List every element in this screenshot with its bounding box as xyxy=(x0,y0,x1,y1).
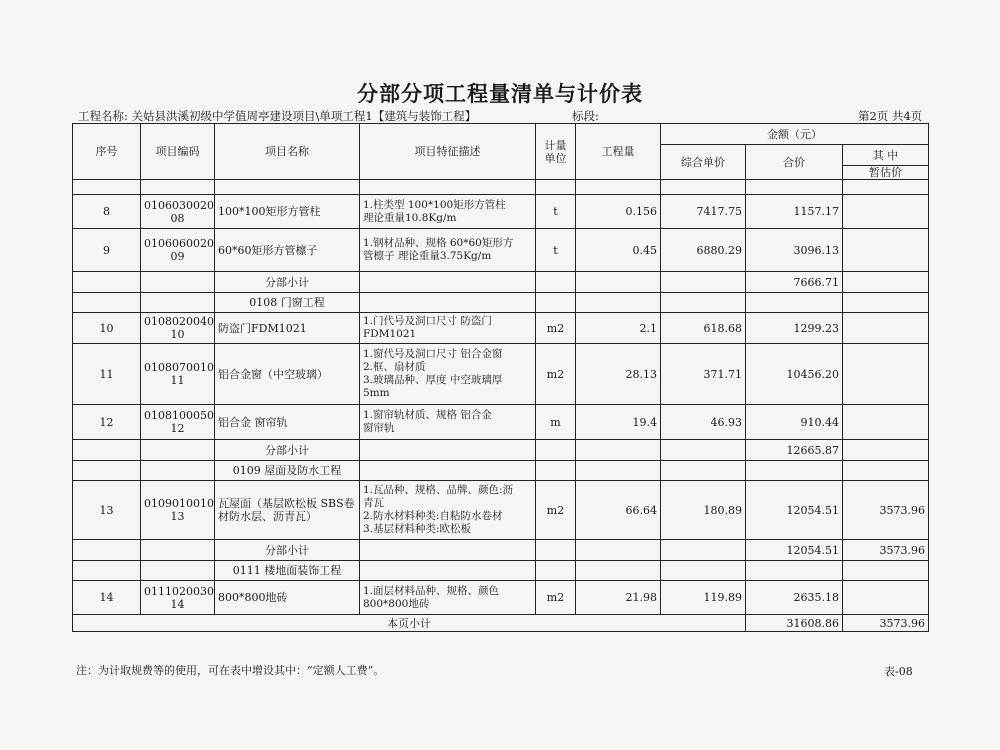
cell-code: 0111020030 14 xyxy=(141,581,215,615)
section-row xyxy=(73,461,929,481)
cell-code: 0109010010 13 xyxy=(141,481,215,540)
cell-provisional xyxy=(843,405,929,440)
cell-qty: 66.64 xyxy=(576,481,661,540)
cell-qty: 21.98 xyxy=(576,581,661,615)
cell-total: 1157.17 xyxy=(746,195,843,229)
section-label: 标段: xyxy=(572,109,599,123)
table-row xyxy=(73,313,929,344)
page-total-amount: 31608.86 xyxy=(746,615,843,632)
cell-seq: 12 xyxy=(73,405,141,440)
cell-unit: m2 xyxy=(536,344,576,405)
subtotal-label: 分部小计 xyxy=(215,540,360,561)
subtotal-total: 12665.87 xyxy=(746,440,843,461)
subtotal-label: 分部小计 xyxy=(215,272,360,293)
cell-qty: 0.156 xyxy=(576,195,661,229)
col-header-seq: 序号 xyxy=(73,124,141,180)
section-row xyxy=(73,561,929,581)
cell-name: 800*800地砖 xyxy=(215,581,360,615)
cell-name: 60*60矩形方管檩子 xyxy=(215,229,360,272)
cell-qty: 0.45 xyxy=(576,229,661,272)
cell-desc: 1.瓦品种、规格、品牌、颜色:沥 青瓦 2.防水材料种类:自粘防水卷材 3.基层材料种类:欧松板 xyxy=(360,481,536,540)
col-header-desc: 项目特征描述 xyxy=(360,124,536,180)
col-header-unit xyxy=(536,124,576,180)
section-row xyxy=(73,293,929,313)
page-number: 第2页 共4页 xyxy=(858,109,923,123)
cell-total: 2635.18 xyxy=(746,581,843,615)
table-row xyxy=(73,229,929,272)
cell-qty: 2.1 xyxy=(576,313,661,344)
subtotal-total: 12054.51 xyxy=(746,540,843,561)
cell-total: 910.44 xyxy=(746,405,843,440)
subtotal-provisional: 3573.96 xyxy=(843,540,929,561)
cell-unit-price: 180.89 xyxy=(661,481,746,540)
cell-total: 3096.13 xyxy=(746,229,843,272)
cell-provisional xyxy=(843,229,929,272)
blank-row xyxy=(73,180,929,195)
cell-provisional xyxy=(843,581,929,615)
cell-qty: 19.4 xyxy=(576,405,661,440)
cell-unit: m xyxy=(536,405,576,440)
cell-code: 0108070010 11 xyxy=(141,344,215,405)
col-header-qty: 工程量 xyxy=(576,124,661,180)
cell-code: 0106060020 09 xyxy=(141,229,215,272)
cell-unit-price: 6880.29 xyxy=(661,229,746,272)
col-header-unit-l1: 计量 xyxy=(544,138,567,152)
col-header-provisional: 暂估价 xyxy=(843,166,929,180)
col-header-code: 项目编码 xyxy=(141,124,215,180)
bill-of-quantities-table xyxy=(72,123,929,632)
cell-name: 瓦屋面（基层欧松板 SBS卷 材防水层、沥青瓦） xyxy=(215,481,360,540)
cell-provisional: 3573.96 xyxy=(843,481,929,540)
cell-unit-price: 618.68 xyxy=(661,313,746,344)
cell-desc: 1.门代号及洞口尺寸 防盗门 FDM1021 xyxy=(360,313,536,344)
cell-unit: t xyxy=(536,229,576,272)
cell-total: 1299.23 xyxy=(746,313,843,344)
page-total-label: 本页小计 xyxy=(73,615,746,632)
col-header-unit-l2: 单位 xyxy=(544,151,567,165)
subtotal-row xyxy=(73,272,929,293)
cell-seq: 11 xyxy=(73,344,141,405)
project-name-label: 工程名称: 关姑县洪溪初级中学值周亭建设项目\单项工程1【建筑与装饰工程】 xyxy=(78,109,477,123)
subtotal-row xyxy=(73,440,929,461)
footer-note: 注：为计取规费等的使用，可在表中增设其中：“定额人工费”。 xyxy=(76,664,385,677)
cell-unit-price: 46.93 xyxy=(661,405,746,440)
subtotal-total: 7666.71 xyxy=(746,272,843,293)
cell-provisional xyxy=(843,195,929,229)
cell-qty: 28.13 xyxy=(576,344,661,405)
subtotal-row xyxy=(73,540,929,561)
col-header-unit-price: 综合单价 xyxy=(661,145,746,180)
section-title: 0111 楼地面装饰工程 xyxy=(215,561,360,581)
cell-desc: 1.柱类型 100*100矩形方管柱 理论重量10.8Kg/m xyxy=(360,195,536,229)
subtotal-label: 分部小计 xyxy=(215,440,360,461)
col-header-of-which: 其 中 xyxy=(843,145,929,166)
section-title: 0108 门窗工程 xyxy=(215,293,360,313)
cell-provisional xyxy=(843,313,929,344)
cell-code: 0106030020 08 xyxy=(141,195,215,229)
col-header-total: 合价 xyxy=(746,145,843,180)
cell-seq: 10 xyxy=(73,313,141,344)
cell-unit-price: 7417.75 xyxy=(661,195,746,229)
cell-name: 100*100矩形方管柱 xyxy=(215,195,360,229)
col-header-amount: 金额（元） xyxy=(661,124,929,145)
cell-unit: m2 xyxy=(536,481,576,540)
cell-name: 铝合金窗（中空玻璃） xyxy=(215,344,360,405)
table-row xyxy=(73,581,929,615)
cell-seq: 8 xyxy=(73,195,141,229)
page-total-provisional: 3573.96 xyxy=(843,615,929,632)
cell-desc: 1.窗帘轨材质、规格 铝合金 窗帘轨 xyxy=(360,405,536,440)
table-row xyxy=(73,344,929,405)
section-title: 0109 屋面及防水工程 xyxy=(215,461,360,481)
cell-desc: 1.钢材品种、规格 60*60矩形方 管檩子 理论重量3.75Kg/m xyxy=(360,229,536,272)
cell-total: 10456.20 xyxy=(746,344,843,405)
cell-unit: t xyxy=(536,195,576,229)
col-header-name: 项目名称 xyxy=(215,124,360,180)
table-row xyxy=(73,481,929,540)
cell-unit: m2 xyxy=(536,581,576,615)
cell-unit-price: 119.89 xyxy=(661,581,746,615)
cell-provisional xyxy=(843,344,929,405)
cell-seq: 14 xyxy=(73,581,141,615)
cell-desc: 1.窗代号及洞口尺寸 铝合金窗 2.框、扇材质 3.玻璃品种、厚度 中空玻璃厚 5mm xyxy=(360,344,536,405)
form-code: 表-08 xyxy=(884,665,913,678)
table-row xyxy=(73,195,929,229)
cell-unit-price: 371.71 xyxy=(661,344,746,405)
cell-total: 12054.51 xyxy=(746,481,843,540)
cell-code: 0108100050 12 xyxy=(141,405,215,440)
page-total-row xyxy=(73,615,929,632)
cell-unit: m2 xyxy=(536,313,576,344)
cell-seq: 13 xyxy=(73,481,141,540)
cell-seq: 9 xyxy=(73,229,141,272)
page-title: 分部分项工程量清单与计价表 xyxy=(357,81,643,106)
cell-name: 铝合金 窗帘轨 xyxy=(215,405,360,440)
cell-name: 防盗门FDM1021 xyxy=(215,313,360,344)
cell-desc: 1.面层材料品种、规格、颜色 800*800地砖 xyxy=(360,581,536,615)
header-row-1 xyxy=(73,124,929,145)
table-row xyxy=(73,405,929,440)
cell-code: 0108020040 10 xyxy=(141,313,215,344)
